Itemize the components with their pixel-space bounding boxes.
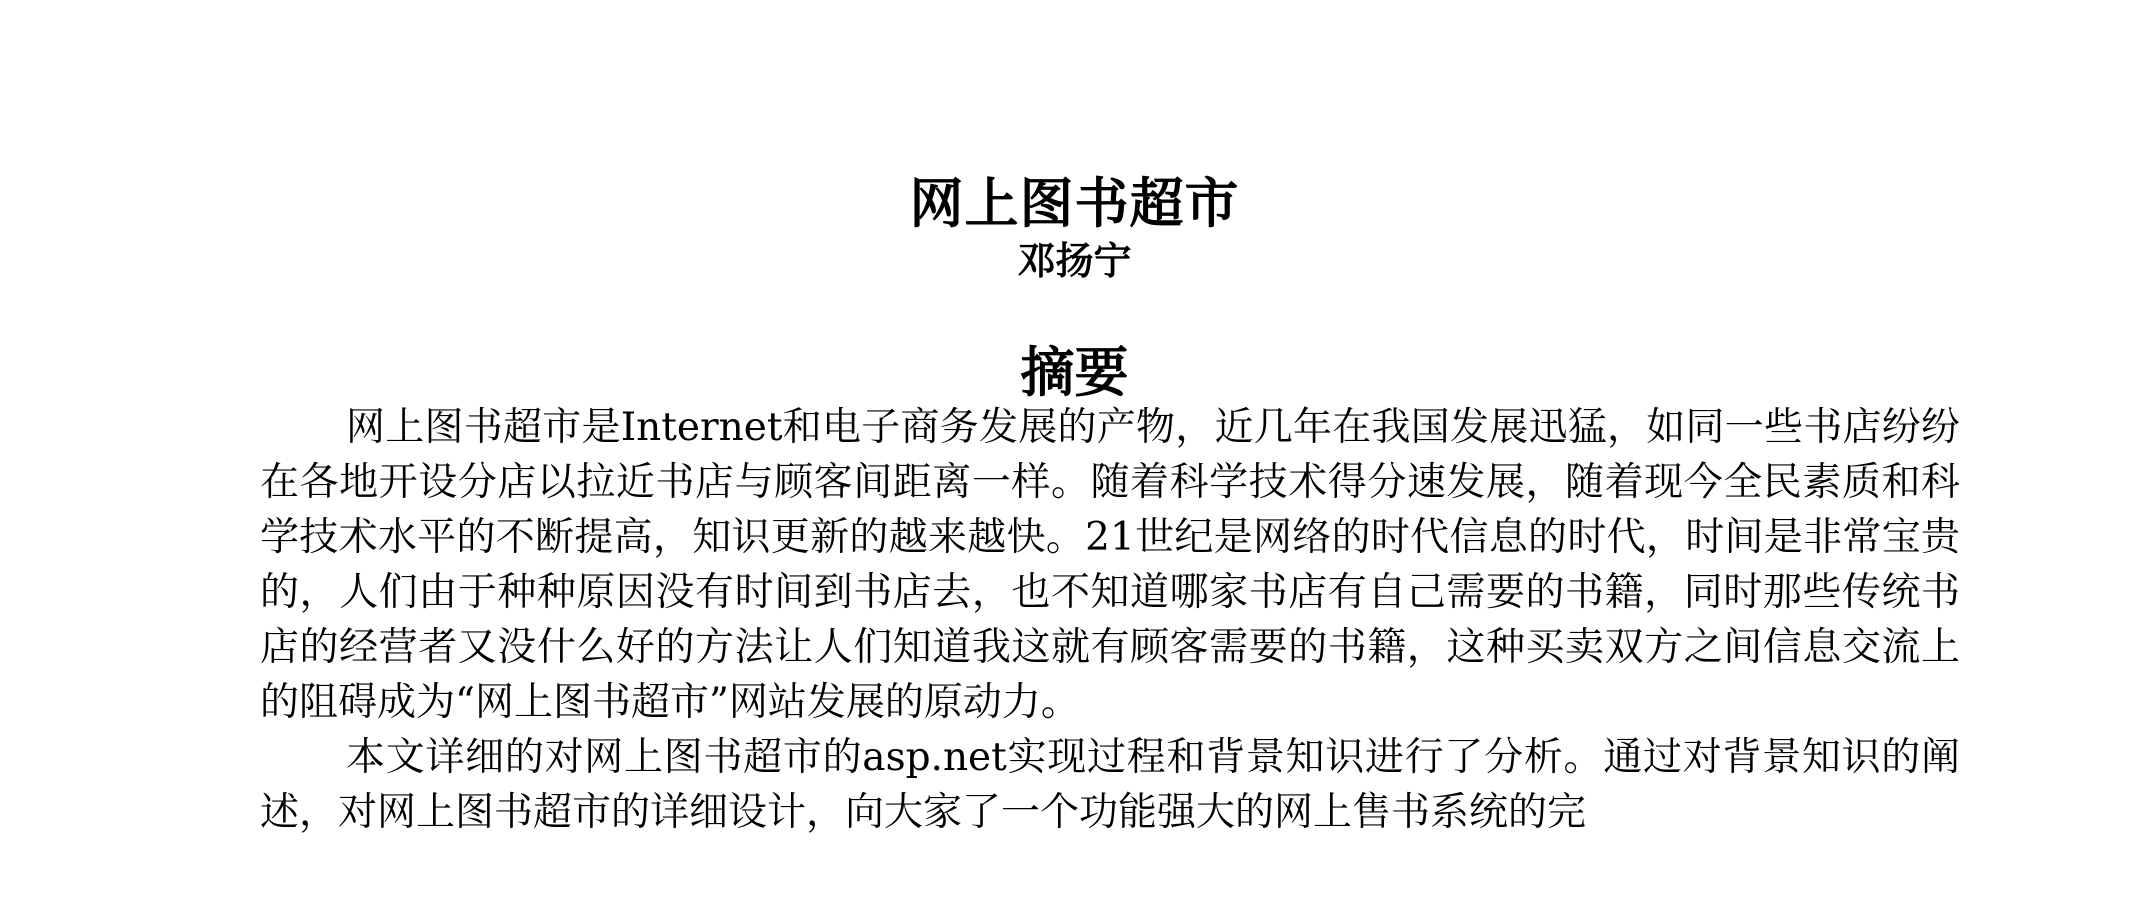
abstract-heading: 摘要	[1020, 341, 1129, 404]
abstract-paragraph-1: 网上图书超市是Internet和电子商务发展的产物，近几年在我国发展迅猛，如同一些书店纷纷在各地开设分店以拉近书店与顾客间距离一样。随着科学技术得分速发展，随着现今全民素质和科学技术水平的不断提高，知识更新的越来越快。21世纪是网络的时代信息的时代，时间是非常宝贵的，人们由于种种原因没有时间到书店去，也不知道哪家书店有自己需要的书籍，同时那些传统书店的经营者又没什么好的方法让人们知道我这就有顾客需要的书籍，这种买卖双方之间信息交流上的阻碍成为“网上图书超市”网站发展的原动力。	[260, 405, 1960, 725]
document-title: 网上图书超市	[909, 172, 1240, 235]
author-name: 邓扬宁	[1017, 239, 1132, 283]
abstract-paragraph-2: 本文详细的对网上图书超市的asp.net实现过程和背景知识进行了分析。通过对背景知识的阐述，对网上图书超市的详细设计，向大家了一个功能强大的网上售书系统的完	[260, 735, 1960, 835]
abstract-body	[260, 400, 1960, 840]
